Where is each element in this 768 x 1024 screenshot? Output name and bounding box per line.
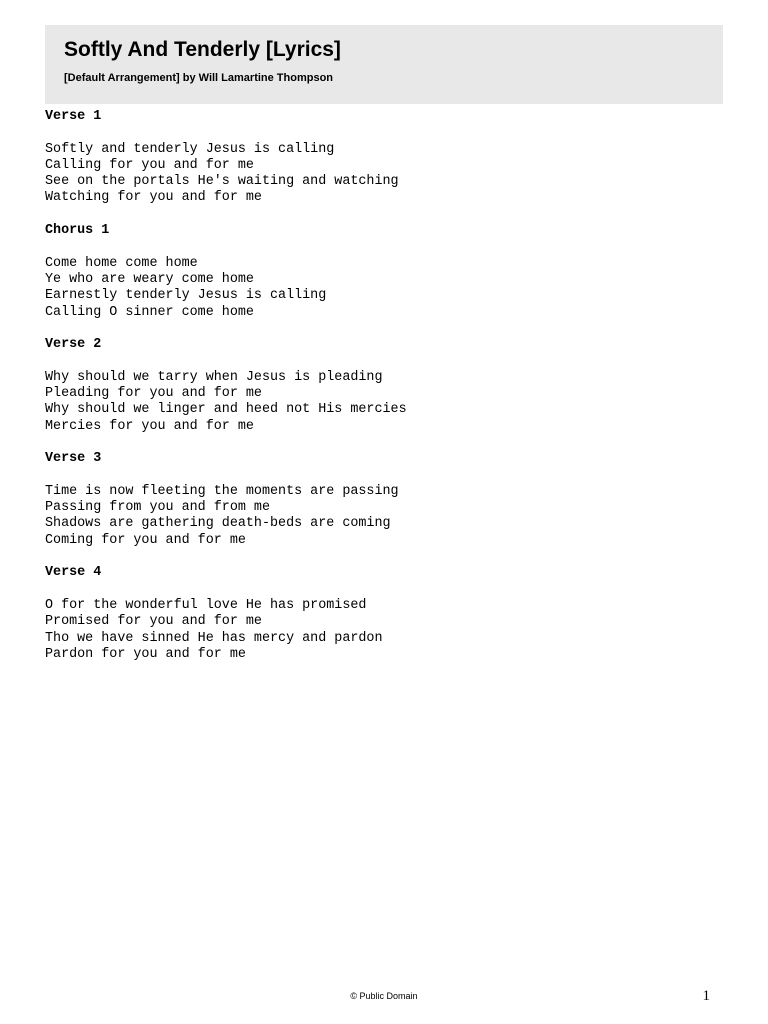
lyric-line: Coming for you and for me <box>45 532 246 548</box>
section-lyrics <box>45 142 407 207</box>
section-lyrics <box>45 598 407 663</box>
lyric-line: Pleading for you and for me <box>45 386 262 402</box>
lyrics-section <box>45 565 407 663</box>
lyric-line: Come home come home <box>45 255 198 271</box>
lyric-line: Ye who are weary come home <box>45 271 254 287</box>
section-heading: Chorus 1 <box>45 223 110 239</box>
section-heading: Verse 4 <box>45 565 102 581</box>
section-lyrics <box>45 370 407 435</box>
section-heading: Verse 1 <box>45 109 102 124</box>
lyric-line: Shadows are gathering death-beds are coming <box>45 516 391 532</box>
lyrics-section <box>45 223 407 321</box>
lyric-line: Promised for you and for me <box>45 614 262 630</box>
lyric-line: Tho we have sinned He has mercy and pardon <box>45 630 383 646</box>
lyric-line: O for the wonderful love He has promised <box>45 597 367 613</box>
lyric-line: Mercies for you and for me <box>45 418 254 434</box>
lyric-line: Softly and tenderly Jesus is calling <box>45 141 335 157</box>
lyric-line: Calling for you and for me <box>45 157 254 173</box>
lyric-line: Why should we linger and heed not His mercies <box>45 402 407 418</box>
lyrics-section <box>45 451 407 549</box>
page-number: 1 <box>702 988 710 1004</box>
lyric-line: See on the portals He's waiting and watching <box>45 174 399 190</box>
lyrics-body <box>45 109 407 679</box>
lyrics-section <box>45 337 407 435</box>
lyric-line: Pardon for you and for me <box>45 646 246 662</box>
lyric-line: Calling O sinner come home <box>45 304 254 320</box>
section-heading: Verse 3 <box>45 451 102 467</box>
lyric-line: Passing from you and from me <box>45 500 270 516</box>
song-title: Softly And Tenderly [Lyrics] <box>64 38 341 61</box>
title-banner <box>45 25 723 104</box>
lyric-line: Why should we tarry when Jesus is pleading <box>45 369 383 385</box>
lyric-line: Watching for you and for me <box>45 190 262 206</box>
lyric-line: Time is now fleeting the moments are passing <box>45 483 399 499</box>
lyrics-section <box>45 109 407 207</box>
section-lyrics <box>45 484 407 549</box>
section-lyrics <box>45 256 407 321</box>
lyric-line: Earnestly tenderly Jesus is calling <box>45 288 327 304</box>
copyright-notice: © Public Domain <box>350 991 418 1001</box>
section-heading: Verse 2 <box>45 337 102 353</box>
arrangement-credit: [Default Arrangement] by Will Lamartine Thompson <box>64 72 334 84</box>
